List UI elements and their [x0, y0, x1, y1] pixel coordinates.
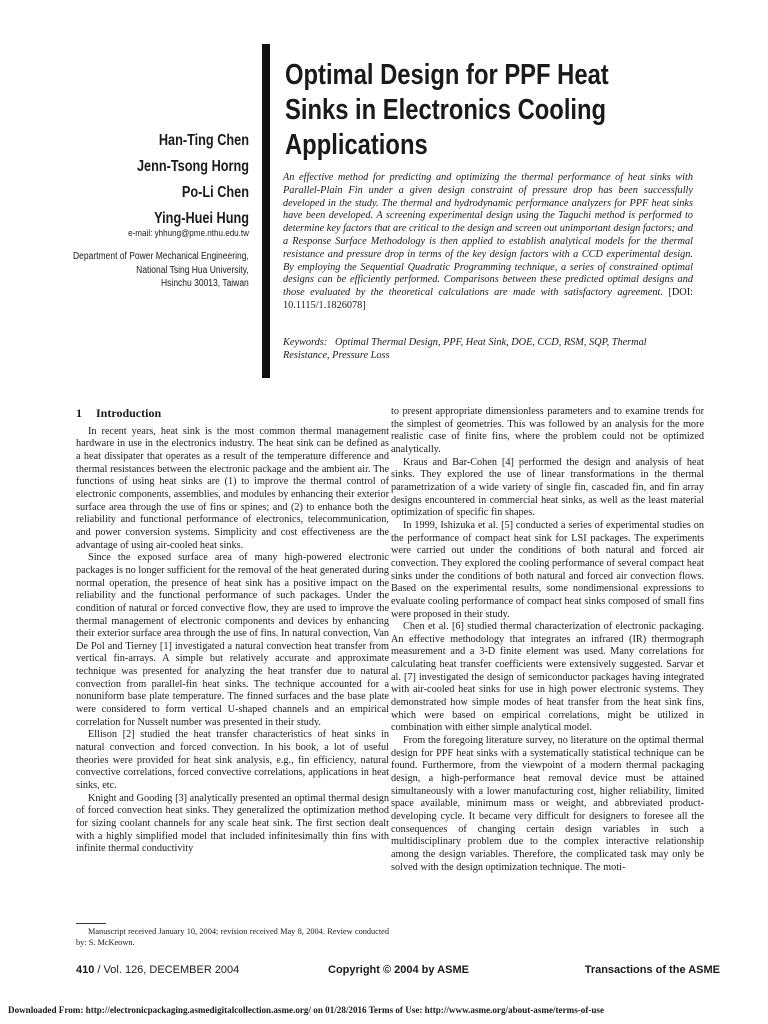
section-title: Introduction: [96, 406, 162, 420]
paragraph: Chen et al. [6] studied thermal characterization of electronic packaging. An effective methodology that integrates an infrared (IR) thermograph measurement and a 3-D finite element was used. Many correlations for calculating heat transfer coefficients were extensively suggested. Sarvar et al. [7] investigated the design of semiconductor packages having integrated with air-cooled heat sinks for use in high power electronic systems. They demonstrated how simple modes of heat transfer from the heat sink fins, which were based on empirical correlations, might be utilized in combination with either simple analytical model.: [391, 621, 704, 734]
paragraph: Since the exposed surface area of many high-powered electronic packages is no longer sufficient for the removal of the heat generated during normal operation, the presence of heat sink has a positive impact on the reliability and the functional performance of such packages. Under the condition of natural or forced convective flow, they are used to improve the thermal management of electronic components and devices by enhancing their exterior surface area through the use of fins. In natural convection, Van De Pol and Tierney [1] investigated a natural convection heat transfer from vertical fin-arrays. A simple but relatively accurate and approximate technique was presented for analyzing the heat transfer due to natural convection from parallel-fin heat sinks. The technique accounted for a nonuniform base plate temperature. The finned surfaces and the base plate were considered to form vertical U-shaped channels and an empirical correlation for Nusselt number was presented in their study.: [76, 552, 389, 728]
author-name: Ying-Huei Hung: [154, 210, 249, 227]
footer-separator: /: [97, 964, 101, 976]
doi-reference[interactable]: [DOI: 10.1115/1.1826078]: [283, 287, 694, 311]
title-line: Applications: [285, 129, 428, 161]
affiliation: [73, 250, 249, 291]
keywords-list: Optimal Thermal Design, PPF, Heat Sink, DOE, CCD, RSM, SQP, Thermal Resistance, Pressure Loss: [283, 337, 647, 361]
body-column-left: [76, 407, 389, 856]
paragraph: From the foregoing literature survey, no literature on the optimal thermal design for PPF heat sinks with a systematically statistical technique can be found. Furthermore, from the viewpoint of a modern thermal packaging design, a high-performance heat removal device must be attained simultaneously with a lower manufacturing cost, higher reliability, limited space available, minimum mass or weight, and abbreviated product-developing cycle. It became very difficult for designers to foresee all the consequences of changing certain design variables in such a multidisciplinary problem due to the complex interactive relationship among the design variables. Therefore, the complicated task may only be solved with the design optimization technique. The moti-: [391, 735, 704, 873]
author-name: Jenn-Tsong Horng: [136, 158, 249, 175]
affiliation-line: National Tsing Hua University,: [136, 264, 249, 276]
title-divider-bar: [262, 44, 270, 378]
keywords-label: Keywords:: [283, 337, 328, 348]
page-number: 410: [76, 964, 95, 976]
footnote-rule: [76, 923, 106, 924]
abstract-text: An effective method for predicting and optimizing the thermal performance of heat sinks with Parallel-Plain Fin under a given design constraint of pressure drop has been successfully developed in the study. The thermal and hydrodynamic performance analyzers for PPF heat sinks have been developed. A screening experimental design using the Taguchi method is performed to determine key factors that are critical to the design and screen out unimportant design factors; and a Response Surface Methodology is then applied to establish analytical models for the thermal resistance and pressure drop in terms of the key design factors with a CCD experimental design. By employing the Sequential Quadratic Programming technique, a series of constrained optimal designs can be efficiently performed. Comparisons between these predicted optimal designs and those evaluated by the theoretical calculations are made with satisfactory agreement.: [283, 172, 693, 299]
article-title: [285, 58, 646, 163]
paragraph: Ellison [2] studied the heat transfer characteristics of heat sinks in natural convection and forced convection. In his book, a lot of useful theories were provided for heat sink analysis, e.g., fin efficiency, natural convective correlations, forced convective correlations, applications in heat sinks, etc.: [76, 729, 389, 792]
paragraph: Kraus and Bar-Cohen [4] performed the design and analysis of heat sinks. They explored the use of linear transformations in the thermal parametrization of a wide variety of single fin, cascaded fin, and fin array designs encountered in commercial heat sinks, as well as the least material optimization of specific fin shapes.: [391, 456, 704, 519]
author-email: e-mail: yhhung@pme.nthu.edu.tw: [128, 228, 249, 239]
paragraph: to present appropriate dimensionless parameters and to examine trends for the simplest of geometries. This was followed by an analysis for the more realistic case of finite fins, where the problem could not be optimized analytically.: [391, 406, 704, 455]
section-heading: [76, 407, 389, 420]
author-name: Po-Li Chen: [181, 184, 249, 201]
section-number: 1: [76, 406, 82, 420]
volume-info: Vol. 126, DECEMBER 2004: [103, 964, 240, 976]
affiliation-line: Department of Power Mechanical Engineering,: [73, 251, 249, 262]
footnote: Manuscript received January 10, 2004; revision received May 8, 2004. Review conducted by: S. McKeown.: [76, 927, 389, 947]
abstract: [283, 172, 693, 313]
copyright-notice: Copyright © 2004 by ASME: [328, 964, 469, 976]
paragraph: In 1999, Ishizuka et al. [5] conducted a series of experimental studies on the performance of compact heat sink for LSI packages. The experiments were carried out under the conditions of both natural and forced air convection. They explored the cooling performance of several compact heat sinks under the conditions of both natural and forced air convection flows. Based on the experimental results, some nondimensional expressions to evaluate cooling performance of compact heat sinks composed of small fins were proposed in their study.: [391, 519, 704, 620]
affiliation-line: Hsinchu 30013, Taiwan: [161, 278, 249, 289]
title-line: Sinks in Electronics Cooling: [285, 94, 607, 126]
author-name: Han-Ting Chen: [158, 132, 249, 149]
paragraph: Knight and Gooding [3] analytically presented an optimal thermal design of forced convection heat sinks. They generalized the optimization method for sizing coolant channels for any scale heat sink. The first section dealt with a highly simplified model that included infinitesimally thin fins with infinite thermal conductivity: [76, 792, 389, 855]
body-column-right: [391, 406, 704, 874]
download-notice: Downloaded From: http://electronicpackaging.asmedigitalcollection.asme.org/ on 01/28/2016 Terms of Use: http://www.asme.org/about-asme/terms-of-use: [8, 1005, 605, 1015]
page-footer: [76, 964, 720, 980]
paragraph: In recent years, heat sink is the most common thermal management hardware in use in the electronics industry. The heat sink can be defined as a heat dissipater that operates as a result of the temperature difference and thermal resistances between the electronic package and the ambient air. The functions of using heat sinks are (1) to improve the thermal control of electronic components, assemblies, and modules by enhancing their exterior surface area through the use of fins or spines; and (2) to enhance both the reliability and functional performance of electronics, telecommunication, and power conversion systems. Simplicity and cost effectiveness are the advantage of using air-cooled heat sinks.: [76, 425, 389, 551]
footer-page-info: [76, 964, 239, 976]
keywords: [283, 337, 693, 363]
journal-name: Transactions of the ASME: [584, 964, 720, 976]
author-list: [49, 128, 249, 239]
title-line: Optimal Design for PPF Heat: [285, 59, 609, 91]
